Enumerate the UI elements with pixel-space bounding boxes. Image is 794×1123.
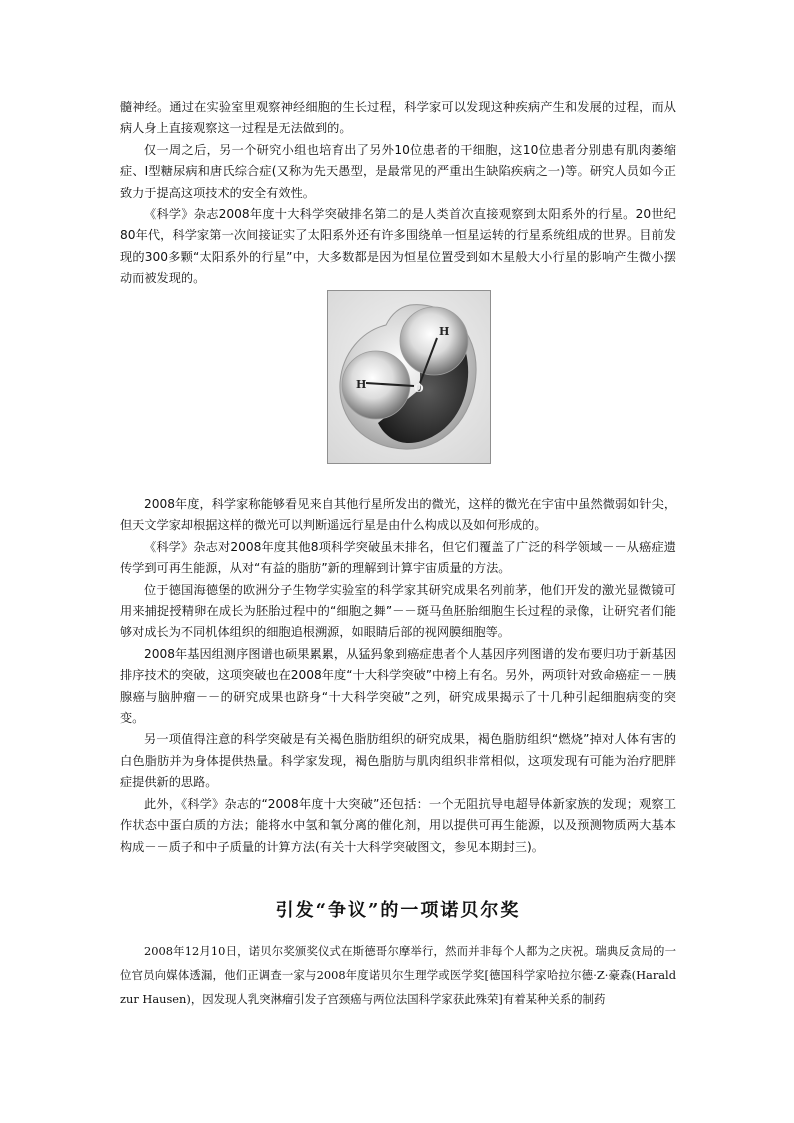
paragraph: 仅一周之后，另一个研究小组也培育出了另外10位患者的干细胞，这10位患者分别患有肌肉萎缩症、Ⅰ型糖尿病和唐氏综合症(又称为先天愚型，是最常见的严重出生缺陷疾病之一)等。研究人员如今正致力于提高这项技术的安全有效性。: [120, 142, 676, 200]
article-title: 引发“争议”的一项诺贝尔奖: [275, 900, 521, 921]
oxygen-label: O: [414, 382, 424, 395]
water-molecule-illustration: [328, 291, 490, 463]
paragraph: 髓神经。通过在实验室里观察神经细胞的生长过程，科学家可以发现这种疾病产生和发展的过程，而从病人身上直接观察这一过程是无法做到的。: [120, 100, 676, 136]
paragraph: 2008年基因组测序图谱也硕果累累，从猛犸象到癌症患者个人基因序列图谱的发布要归功于新基因排序技术的突破，这项突破也在2008年度“十大科学突破”中榜上有名。另外，两项针对致命癌症－－胰腺癌与脑肿瘤－－的研究成果也跻身“十大科学突破”之列，研究成果揭示了十几种引起细胞病变的突变。: [120, 646, 676, 726]
paragraph: 《科学》杂志对2008年度其他8项科学突破虽未排名，但它们覆盖了广泛的科学领域－－从癌症遗传学到可再生能源，从对“有益的脂肪”新的理解到计算宇宙质量的方法。: [120, 539, 676, 576]
text-section-top: [120, 97, 676, 290]
text-section-bottom: [120, 494, 676, 858]
paragraph: 另一项值得注意的科学突破是有关褐色脂肪组织的研究成果，褐色脂肪组织“燃烧”掉对人体有害的白色脂肪并为身体提供热量。科学家发现，褐色脂肪与肌肉组织非常相似，这项发现有可能为治疗肥胖症提供新的思路。: [120, 732, 676, 790]
article-body: [120, 939, 676, 1011]
paragraph: 2008年12月10日，诺贝尔奖颁奖仪式在斯德哥尔摩举行，然而并非每个人都为之庆祝。瑞典反贪局的一位官员向媒体透漏，他们正调查一家与2008年度诺贝尔生理学或医学奖[德国科学家哈拉尔德·Z·豪森(Harald zur Hausen)，因发现人乳突淋瘤引发子宫颈癌与两位法国科学家获此殊荣]有着某种关系的制药: [120, 944, 676, 1006]
paragraph: 2008年度，科学家称能够看见来自其他行星所发出的微光，这样的微光在宇宙中虽然微弱如针尖，但天文学家却根据这样的微光可以判断遥远行星是由什么构成以及如何形成的。: [120, 497, 676, 533]
water-molecule-figure: [327, 290, 491, 464]
hydrogen-label: H: [439, 325, 450, 338]
paragraph: 《科学》杂志2008年度十大科学突破排名第二的是人类首次直接观察到太阳系外的行星。20世纪80年代，科学家第一次间接证实了太阳系外还有许多围绕单一恒星运转的行星系统组成的世界。目前发现的300多颗“太阳系外的行星”中，大多数都是因为恒星位置受到如木星般大小行星的影响产生微小摆动而被发现的。: [120, 207, 676, 286]
hydrogen-label: H: [356, 378, 367, 391]
paragraph: 位于德国海德堡的欧洲分子生物学实验室的科学家其研究成果名列前茅，他们开发的激光显微镜可用来捕捉授精卵在成长为胚胎过程中的“细胞之舞”－－斑马鱼胚胎细胞生长过程的录像，让研究者们能够对成长为不同机体组织的细胞追根溯源，如眼睛后部的视网膜细胞等。: [120, 582, 676, 640]
paragraph: 此外，《科学》杂志的“2008年度十大突破”还包括：一个无阻抗导电超导体新家族的发现；观察工作状态中蛋白质的方法；能将水中氢和氧分离的催化剂，用以提供可再生能源，以及预测物质两大基本构成－－质子和中子质量的计算方法(有关十大科学突破图文，参见本期封三)。: [120, 796, 676, 854]
